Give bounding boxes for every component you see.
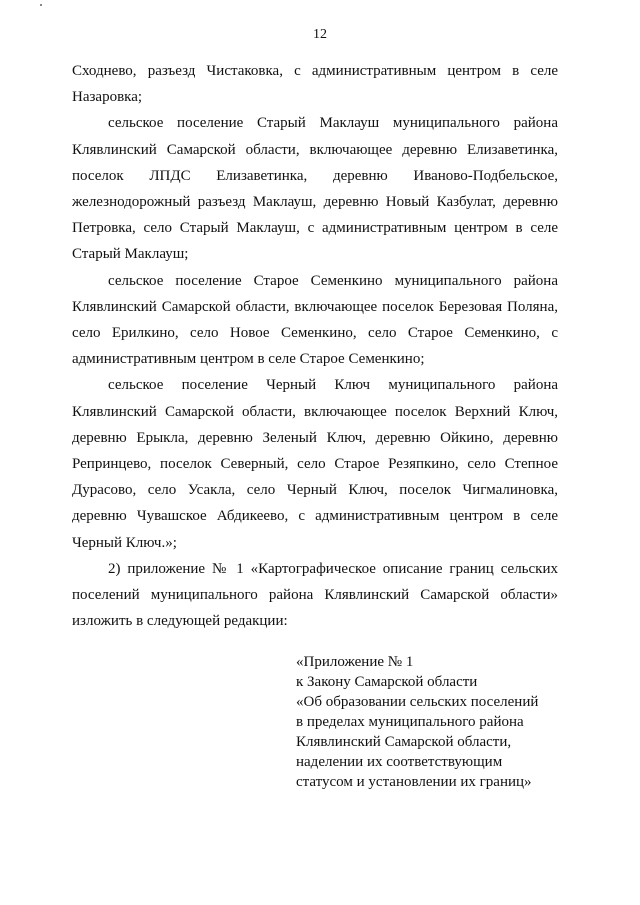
appendix-line: Клявлинский Самарской области, [296,734,512,750]
paragraph-continuation: Сходнево, разъезд Чистаковка, с административным центром в селе Назаровка; [72,63,558,106]
appendix-header [296,652,566,792]
appendix-line: «Приложение № 1 [296,654,414,670]
appendix-line: статусом и установлении их границ» [296,774,532,790]
scan-artifact [40,4,42,6]
appendix-line: наделении их соответствующим [296,754,503,770]
appendix-line: к Закону Самарской области [296,674,478,690]
document-body [72,58,558,634]
appendix-line: в пределах муниципального района [296,714,524,730]
paragraph-chernyi-klyuch: сельское поселение Черный Ключ муниципального района Клявлинский Самарской области, включающее поселок Верхний Ключ, деревню Ерыкла, деревню Зеленый Ключ, деревню Ойкино, деревню Репринцево, поселок Северный, село Старое Резяпкино, село Степное Дурасово, село Усакла, село Черный Ключ, поселок Чигмалиновка, деревню Чувашское Абдикеево, с административным центром в селе Черный Ключ.»; [72,377,558,551]
paragraph-staryi-maklaush: сельское поселение Старый Маклауш муниципального района Клявлинский Самарской области, включающее деревню Елизаветинка, поселок ЛПДС Елизаветинка, деревню Иваново-Подбельское, железнодорожный разъезд Маклауш, деревню Новый Казбулат, деревню Петровка, село Старый Маклауш, с административным центром в селе Старый Маклауш; [72,115,558,263]
appendix-line: «Об образовании сельских поселений [296,694,539,710]
paragraph-amendment-2: 2) приложение № 1 «Картографическое описание границ сельских поселений муниципального района Клявлинский Самарской области» изложить в следующей редакции: [72,560,558,630]
paragraph-staroe-semenkino: сельское поселение Старое Семенкино муниципального района Клявлинский Самарской области, включающее поселок Березовая Поляна, село Ерилкино, село Новое Семенкино, село Старое Семенкино, с административным центром в селе Старое Семенкино; [72,272,558,368]
page-number: 12 [313,27,327,42]
